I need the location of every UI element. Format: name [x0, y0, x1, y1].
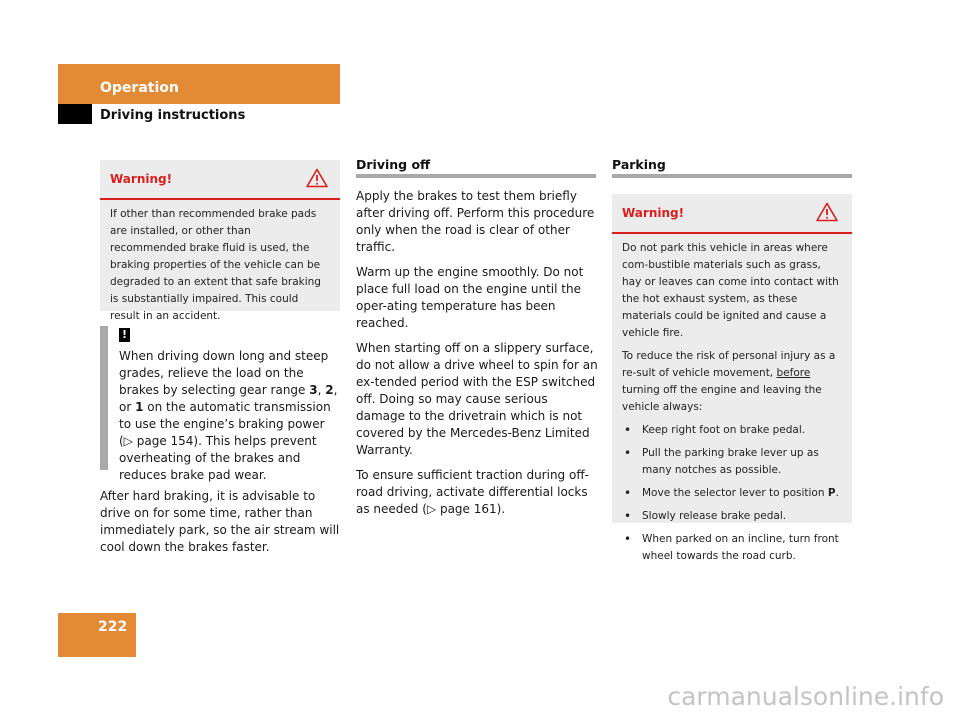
driving-off-p1: Apply the brakes to test them briefly after driving off. Perform this procedure only when the road is clear of other traffic. — [356, 189, 595, 254]
warning-box-brakes — [100, 160, 340, 322]
warning-text: If other than recommended brake pads are installed, or other than recommended brake fluid is used, the braking properties of the vehicle can be degraded to an extent that safe braking is substantially impaired. This could result in an accident. — [110, 208, 321, 322]
driving-off-p2: Warm up the engine smoothly. Do not place full load on the engine until the oper-ating temperature has been reached. — [356, 265, 584, 330]
driving-off-p4: To ensure sufficient traction during off-road driving, activate differential locks as needed (▷ page 161). — [356, 468, 589, 516]
notice-box — [100, 326, 340, 482]
header-marker — [58, 104, 92, 124]
driving-off-text — [356, 188, 600, 526]
notice-text: When driving down long and steep grades, relieve the load on the brakes by selecting gear range 3, 2, or 1 on the automatic transmission to use the engine’s braking power (▷ page 154). This helps prevent overheating of the brakes and reduces brake pad wear. — [119, 349, 338, 482]
warning-header — [100, 160, 340, 200]
list-item: • Move the selector lever to position P. — [622, 485, 842, 502]
parking-heading: Parking — [612, 157, 666, 172]
after-braking-paragraph: After hard braking, it is advisable to drive on for some time, rather than immediately park, so the air stream will cool down the brakes faster. — [100, 489, 340, 554]
warning-triangle-icon — [306, 168, 328, 188]
page-number: 222 — [98, 619, 128, 635]
watermark: carmanualsonline.info — [667, 682, 944, 711]
list-item: • Pull the parking brake lever up as many notches as possible. — [622, 445, 842, 479]
parking-steps-list — [622, 422, 842, 565]
parking-p2: To reduce the risk of personal injury as a re-sult of vehicle movement, before turning off the engine and leaving the vehicle always: — [622, 350, 836, 413]
parking-warning-text — [612, 234, 852, 565]
warning-box-parking — [612, 194, 852, 562]
notice-exclamation-icon: ! — [119, 328, 130, 342]
subsection-title: Driving instructions — [100, 108, 246, 123]
notice-bar — [100, 326, 108, 470]
page-number-tab — [58, 613, 136, 657]
parking-p1: Do not park this vehicle in areas where com-bustible materials such as grass, hay or leaves can come into contact with the hot exhaust system, as these materials could be ignited and cause a vehicle fire. — [622, 242, 839, 339]
parking-rule — [612, 174, 852, 178]
warning-title: Warning! — [110, 172, 173, 186]
parking-warning-header — [612, 194, 852, 234]
driving-off-p3: When starting off on a slippery surface, do not allow a drive wheel to spin for an ex-tended period with the ESP switched off. Doing so may cause serious damage to the drivetrain which is not covered by the Mercedes-Benz Limited Warranty. — [356, 341, 598, 457]
list-item: • When parked on an incline, turn front wheel towards the road curb. — [622, 531, 842, 565]
list-item: • Slowly release brake pedal. — [622, 508, 842, 525]
driving-off-rule — [356, 174, 596, 178]
section-title: Operation — [100, 80, 179, 96]
warning-triangle-icon — [816, 202, 838, 222]
parking-warning-title: Warning! — [622, 206, 685, 220]
driving-off-heading: Driving off — [356, 157, 431, 172]
list-item: • Keep right foot on brake pedal. — [622, 422, 842, 439]
